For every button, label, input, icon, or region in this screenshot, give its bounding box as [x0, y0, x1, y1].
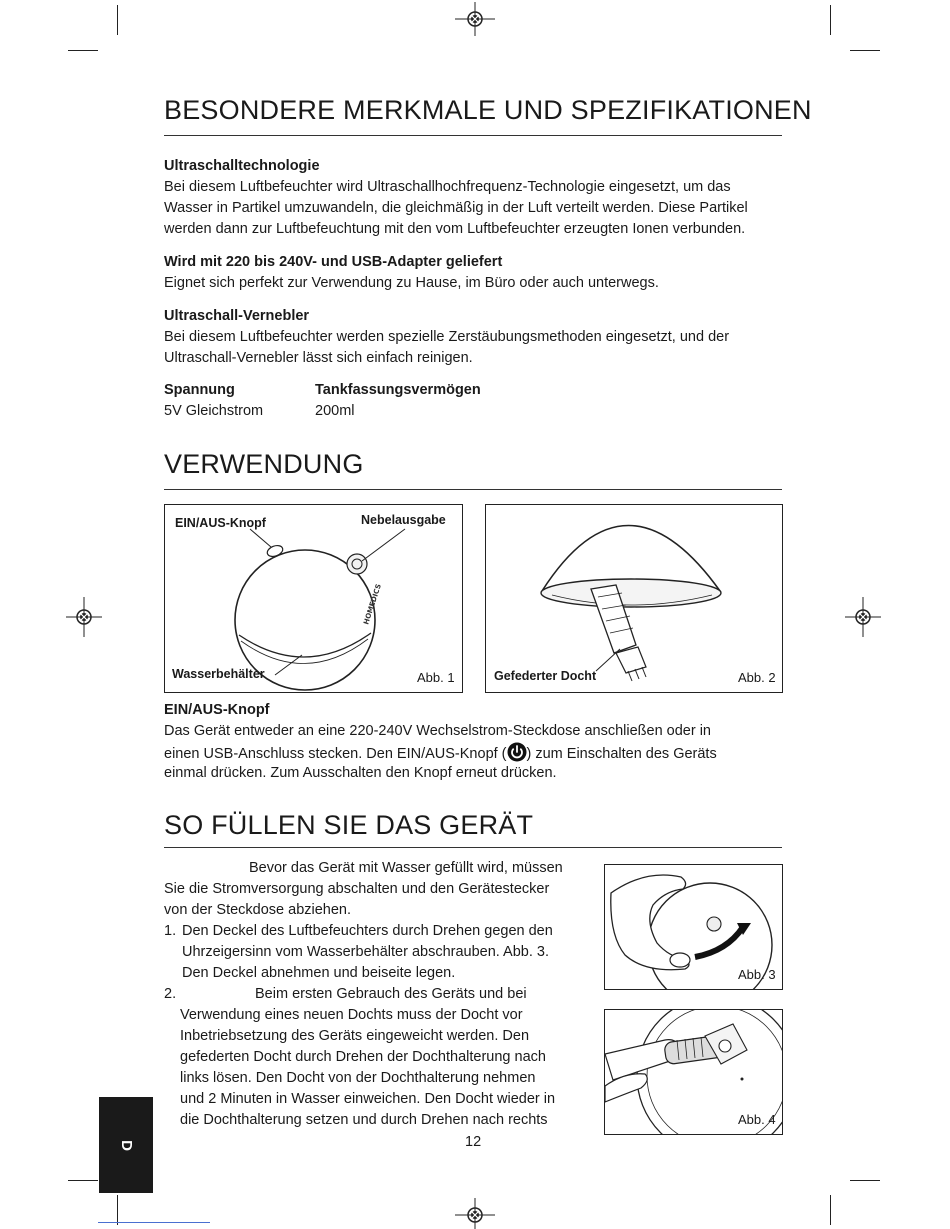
crop-mark: [117, 1195, 118, 1225]
step-text-line: Beim ersten Gebrauch des Geräts und bei: [255, 986, 527, 1002]
figure-caption: Abb. 3: [738, 967, 776, 982]
wick-lid-illustration: [486, 505, 782, 692]
step-text-line: die Dochthalterung setzen und durch Drehen nach rechts: [180, 1112, 548, 1128]
spec-value-voltage: 5V Gleichstrom: [164, 403, 264, 419]
usage-text-part: ) zum Einschalten des Geräts: [526, 746, 717, 762]
page-number: 12: [465, 1134, 482, 1150]
intro-text-line: Bevor das Gerät mit Wasser gefüllt wird, müssen: [249, 860, 563, 876]
figure-3: [604, 864, 783, 990]
figure-2: [485, 504, 783, 693]
usage-text-line: Das Gerät entweder an eine 220-240V Wechselstrom-Steckdose anschließen oder in: [164, 723, 711, 739]
crop-mark: [68, 50, 98, 51]
figure-1: [164, 504, 463, 693]
crop-mark: [830, 1195, 831, 1225]
label-mist-outlet: Nebelausgabe: [361, 513, 446, 527]
feature-text-line: Bei diesem Luftbefeuchter werden spezielle Zerstäubungsmethoden eingesetzt, und der: [164, 329, 730, 345]
feature-heading: Ultraschall-Vernebler: [164, 308, 310, 324]
feature-text-line: werden dann zur Luftbefeuchtung mit den vom Luftbefeuchter erzeugten Ionen verbunden.: [164, 221, 746, 237]
registration-mark-icon: [66, 597, 102, 637]
feature-text-line: Bei diesem Luftbefeuchter wird Ultraschallhochfrequenz-Technologie eingesetzt, um das: [164, 179, 731, 195]
spec-label-voltage: Spannung: [164, 382, 235, 398]
intro-text-line: Sie die Stromversorgung abschalten und den Gerätestecker: [164, 881, 550, 897]
feature-text-line: Wasser in Partikel umzuwandeln, die gleichmäßig in der Luft verteilt werden. Diese Partikel: [164, 200, 748, 216]
step-text-line: gefederten Docht durch Drehen der Dochthalterung nach: [180, 1049, 546, 1065]
label-power-switch: EIN/AUS-Knopf: [175, 516, 266, 530]
usage-text-line: [164, 742, 717, 765]
intro-text-line: von der Steckdose abziehen.: [164, 902, 352, 918]
registration-mark-icon: [455, 1198, 495, 1229]
step-text-line: Verwendung eines neuen Dochts muss der Docht vor: [180, 1007, 523, 1023]
step-text-line: Den Deckel abnehmen und beiseite legen.: [182, 965, 456, 981]
spec-label-tank: Tankfassungsvermögen: [315, 382, 481, 398]
crop-mark: [850, 1180, 880, 1181]
step-text-line: Den Deckel des Luftbefeuchters durch Drehen gegen den: [182, 923, 553, 939]
crop-mark: [117, 5, 118, 35]
feature-text-line: Ultraschall-Vernebler lässt sich einfach reinigen.: [164, 350, 473, 366]
title-divider: [164, 847, 782, 848]
step-number: 1.: [164, 923, 177, 939]
crop-mark: [68, 1180, 98, 1181]
figure-caption: Abb. 2: [738, 670, 776, 685]
section-title-features: BESONDERE MERKMALE UND SPEZIFIKATIONEN: [164, 95, 812, 125]
title-divider: [164, 135, 782, 136]
registration-mark-icon: [845, 597, 881, 637]
title-divider: [164, 489, 782, 490]
usage-text-part: einen USB-Anschluss stecken. Den EIN/AUS-Knopf (: [164, 746, 507, 762]
label-spring-wick: Gefederter Docht: [494, 669, 597, 683]
section-title-usage: VERWENDUNG: [164, 449, 364, 479]
step-text-line: Inbetriebsetzung des Geräts eingeweicht werden. Den: [180, 1028, 530, 1044]
power-switch-heading: EIN/AUS-Knopf: [164, 702, 270, 718]
spec-value-tank: 200ml: [315, 403, 355, 419]
humidifier-ball-illustration: [165, 505, 462, 692]
crop-mark: [850, 50, 880, 51]
power-icon: [507, 742, 527, 762]
feature-heading: Ultraschalltechnologie: [164, 158, 320, 174]
crop-mark: [98, 1222, 210, 1223]
figure-4: [604, 1009, 783, 1135]
label-water-tank: Wasserbehälter: [172, 667, 265, 681]
feature-heading: Wird mit 220 bis 240V- und USB-Adapter geliefert: [164, 254, 503, 270]
brand-logo: HOMEDICS: [362, 582, 383, 626]
language-tab: [99, 1097, 153, 1193]
step-text-line: Uhrzeigersinn vom Wasserbehälter abschrauben. Abb. 3.: [182, 944, 549, 960]
registration-mark-icon: [455, 2, 495, 36]
language-tab-label: D: [117, 1139, 135, 1151]
step-text-line: und 2 Minuten in Wasser einweichen. Den Docht wieder in: [180, 1091, 556, 1107]
crop-mark: [830, 5, 831, 35]
step-text-line: links lösen. Den Docht von der Dochthalterung nehmen: [180, 1070, 536, 1086]
section-title-filling: SO FÜLLEN SIE DAS GERÄT: [164, 810, 534, 840]
figure-caption: Abb. 4: [738, 1112, 776, 1127]
feature-text-line: Eignet sich perfekt zur Verwendung zu Hause, im Büro oder auch unterwegs.: [164, 275, 659, 291]
step-number: 2.: [164, 986, 177, 1002]
figure-caption: Abb. 1: [417, 670, 455, 685]
usage-text-line: einmal drücken. Zum Ausschalten den Knopf erneut drücken.: [164, 765, 557, 781]
